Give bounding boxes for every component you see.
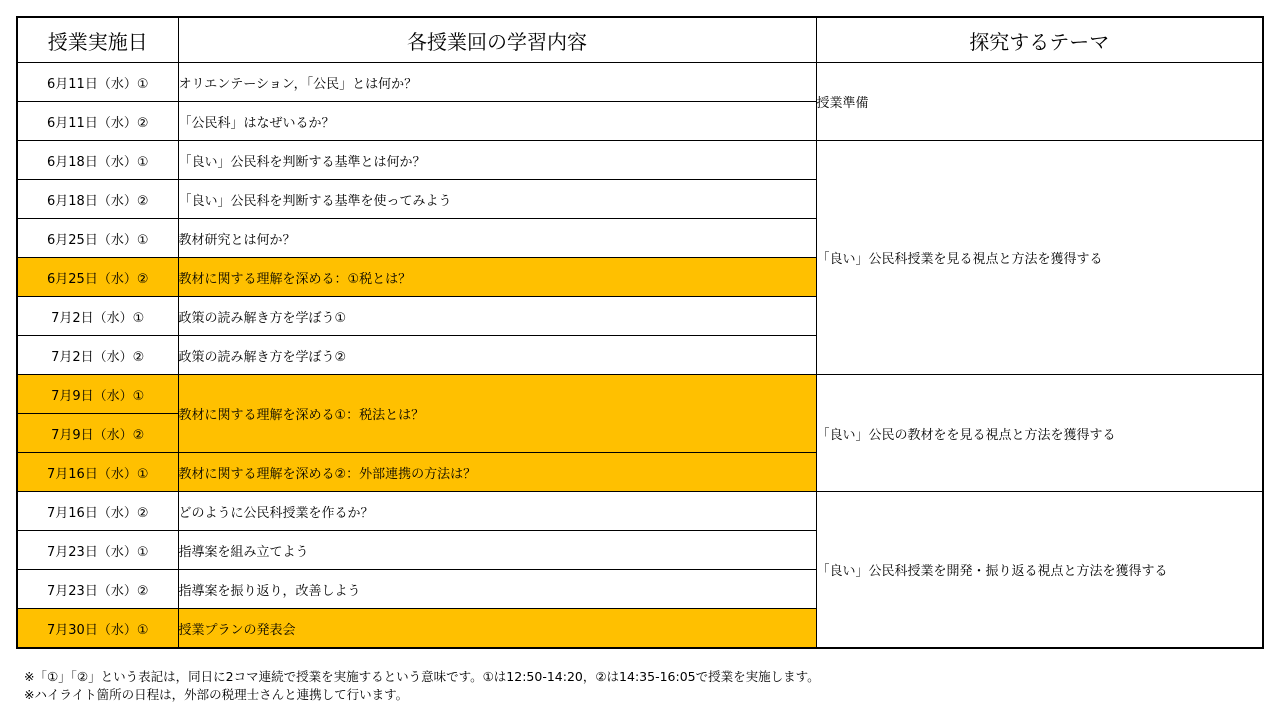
date-cell: 7月9日（水）② (17, 414, 178, 453)
content-cell: 「良い」公民科を判断する基準とは何か？ (178, 141, 816, 180)
theme-cell: 「良い」公民科授業を開発・振り返る視点と方法を獲得する (816, 492, 1263, 649)
date-cell: 7月16日（水）① (17, 453, 178, 492)
content-cell: 教材に関する理解を深める①：税法とは？ (178, 375, 816, 453)
footnotes (24, 668, 820, 704)
content-cell: オリエンテーション，「公民」とは何か？ (178, 63, 816, 102)
date-cell: 7月9日（水）① (17, 375, 178, 414)
content-cell: 指導案を組み立てよう (178, 531, 816, 570)
date-cell: 7月30日（水）① (17, 609, 178, 649)
content-cell: 政策の読み解き方を学ぼう① (178, 297, 816, 336)
theme-cell: 授業準備 (816, 63, 1263, 141)
content-cell: 「公民科」はなぜいるか？ (178, 102, 816, 141)
schedule-table (16, 16, 1264, 649)
footnote-highlight: ※ハイライト箇所の日程は，外部の税理士さんと連携して行います。 (24, 687, 409, 702)
date-cell: 6月18日（水）① (17, 141, 178, 180)
date-cell: 6月11日（水）② (17, 102, 178, 141)
table-row-highlighted (17, 375, 1263, 414)
date-cell: 7月2日（水）② (17, 336, 178, 375)
content-cell: 授業プランの発表会 (178, 609, 816, 649)
header-theme: 探究するテーマ (816, 17, 1263, 63)
header-date: 授業実施日 (17, 17, 178, 63)
date-cell: 7月23日（水）② (17, 570, 178, 609)
content-cell: どのように公民科授業を作るか？ (178, 492, 816, 531)
content-cell: 教材研究とは何か？ (178, 219, 816, 258)
date-cell: 7月23日（水）① (17, 531, 178, 570)
content-cell: 政策の読み解き方を学ぼう② (178, 336, 816, 375)
header-row (17, 17, 1263, 63)
content-cell: 「良い」公民科を判断する基準を使ってみよう (178, 180, 816, 219)
theme-cell: 「良い」公民の教材をを見る視点と方法を獲得する (816, 375, 1263, 492)
date-cell: 6月11日（水）① (17, 63, 178, 102)
date-cell: 7月16日（水）② (17, 492, 178, 531)
table-row (17, 141, 1263, 180)
theme-cell: 「良い」公民科授業を見る視点と方法を獲得する (816, 141, 1263, 375)
table-row (17, 492, 1263, 531)
footnote-session-times: ※「①」「②」という表記は，同日に2コマ連続で授業を実施するという意味です。①は12:50-14:20，②は14:35-16:05で授業を実施します。 (24, 669, 820, 684)
table-row (17, 63, 1263, 102)
date-cell: 6月18日（水）② (17, 180, 178, 219)
content-cell: 教材に関する理解を深める：①税とは？ (178, 258, 816, 297)
date-cell: 6月25日（水）① (17, 219, 178, 258)
content-cell: 教材に関する理解を深める②：外部連携の方法は？ (178, 453, 816, 492)
date-cell: 7月2日（水）① (17, 297, 178, 336)
content-cell: 指導案を振り返り，改善しよう (178, 570, 816, 609)
date-cell: 6月25日（水）② (17, 258, 178, 297)
header-content: 各授業回の学習内容 (178, 17, 816, 63)
